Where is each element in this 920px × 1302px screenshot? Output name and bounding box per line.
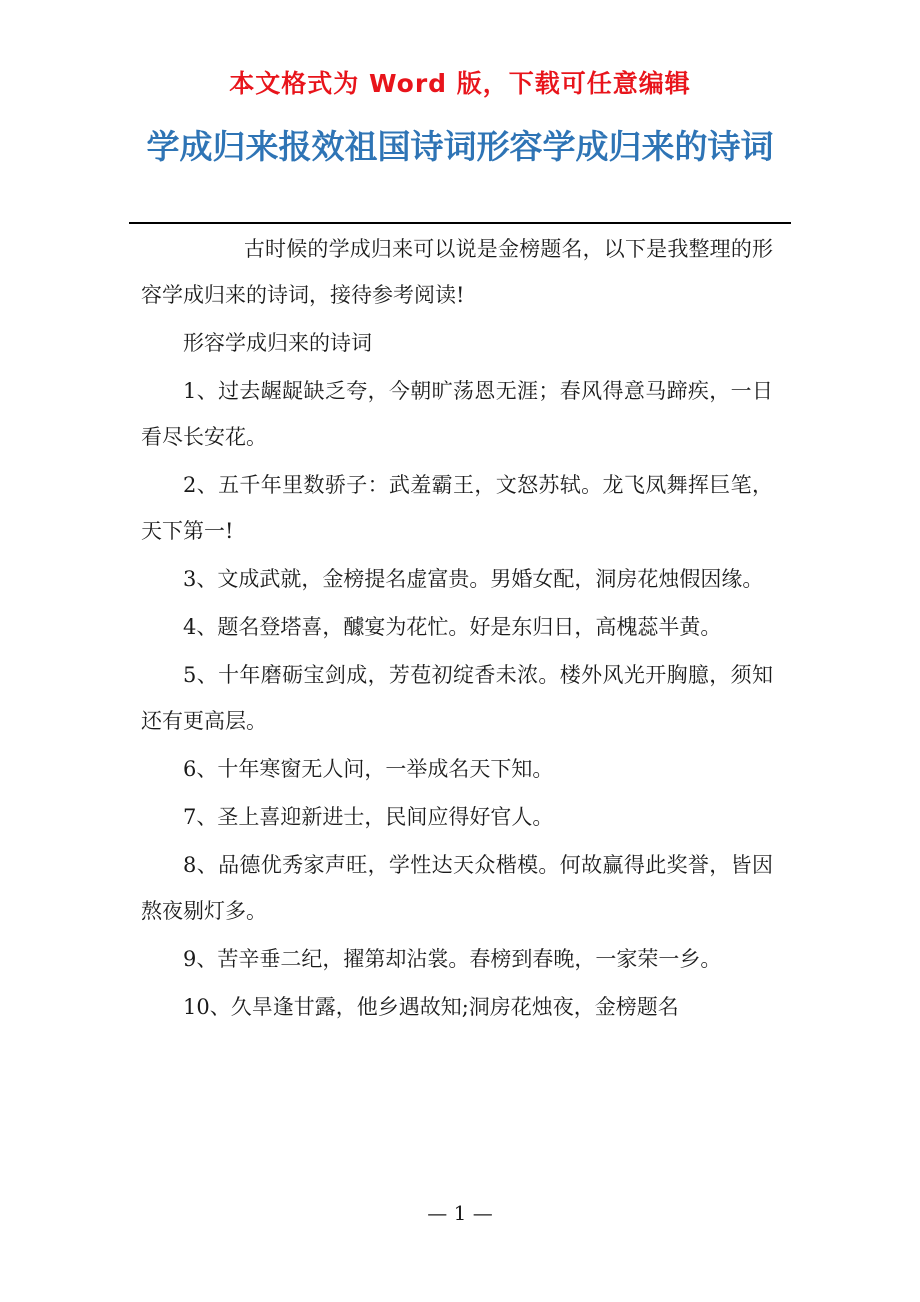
poem-item: 6、十年寒窗无人问，一举成名天下知。: [183, 757, 554, 781]
poem-item: 8、品德优秀家声旺，学性达天众楷模。何故赢得此奖誉，皆因熬夜剔灯多。: [141, 853, 773, 923]
poem-item: 2、五千年里数骄子：武羞霸王，文怒苏轼。龙飞凤舞挥巨笔，天下第一!: [141, 473, 773, 543]
poem-item: 5、十年磨砺宝剑成，芳苞初绽香未浓。楼外风光开胸臆，须知还有更高层。: [141, 663, 773, 733]
title-divider: [129, 222, 791, 224]
poem-item: 1、过去龌龊缺乏夸，今朝旷荡恩无涯；春风得意马蹄疾，一日看尽长安花。: [141, 379, 773, 449]
document-title: 学成归来报效祖国诗词形容学成归来的诗词: [146, 127, 774, 166]
poem-item: 9、苦辛垂二纪，擢第却沾裳。春榜到春晚，一家荣一乡。: [183, 947, 722, 971]
section-subheading: 形容学成归来的诗词: [183, 331, 372, 355]
intro-paragraph: 古时候的学成归来可以说是金榜题名，以下是我整理的形容学成归来的诗词，接待参考阅读!: [141, 237, 773, 307]
poem-item: 7、圣上喜迎新进士，民间应得好官人。: [183, 805, 554, 829]
poem-item: 4、题名登塔喜，醵宴为花忙。好是东归日，高槐蕊半黄。: [183, 615, 722, 639]
poem-item: 10、久旱逢甘露，他乡遇故知;洞房花烛夜，金榜题名: [183, 995, 679, 1019]
page-number: — 1 —: [427, 1201, 493, 1225]
poem-item: 3、文成武就，金榜提名虚富贵。男婚女配，洞房花烛假因缘。: [183, 567, 764, 591]
format-notice: 本文格式为 Word 版，下载可任意编辑: [229, 69, 691, 98]
document-body: [141, 226, 773, 1032]
